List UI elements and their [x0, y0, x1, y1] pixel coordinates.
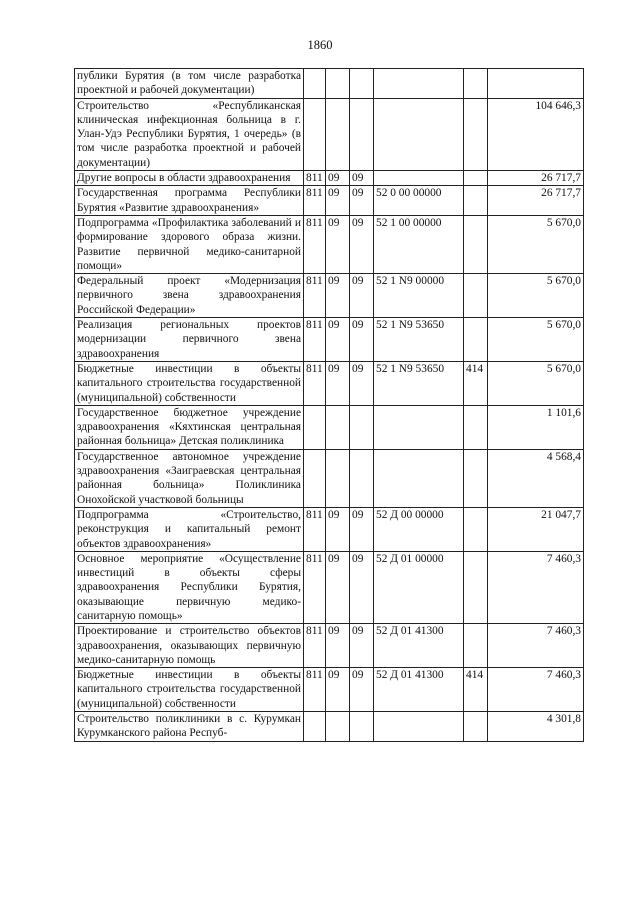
amount-cell: 4 301,8 — [488, 712, 584, 742]
target-article-code-cell — [374, 171, 464, 186]
expense-kind-code-cell — [464, 98, 488, 170]
section-code-cell — [326, 405, 350, 449]
amount-cell: 5 670,0 — [488, 361, 584, 405]
subsection-code-cell — [350, 449, 374, 507]
section-code-cell — [326, 449, 350, 507]
budget-table — [74, 68, 584, 742]
amount-cell: 5 670,0 — [488, 318, 584, 362]
subsection-code-cell: 09 — [350, 274, 374, 318]
subsection-code-cell — [350, 69, 374, 99]
ministry-code-cell: 811 — [304, 274, 326, 318]
target-article-code-cell: 52 0 00 00000 — [374, 186, 464, 216]
table-row — [75, 668, 584, 712]
expense-kind-code-cell — [464, 624, 488, 668]
ministry-code-cell — [304, 712, 326, 742]
ministry-code-cell: 811 — [304, 361, 326, 405]
expense-kind-code-cell — [464, 449, 488, 507]
table-row — [75, 274, 584, 318]
page-number: 1860 — [307, 38, 333, 52]
item-name-cell: публики Бурятия (в том числе разработка проектной и рабочей документации) — [75, 69, 304, 99]
table-row — [75, 551, 584, 623]
ministry-code-cell — [304, 405, 326, 449]
expense-kind-code-cell — [464, 274, 488, 318]
subsection-code-cell: 09 — [350, 171, 374, 186]
item-name-cell: Проектирование и строительство объектов здравоохранения, оказывающих первичную медико-санитарную помощь — [75, 624, 304, 668]
item-name-cell: Строительство поликлиники в с. Курумкан Курумканского района Респуб- — [75, 712, 304, 742]
subsection-code-cell — [350, 98, 374, 170]
ministry-code-cell: 811 — [304, 318, 326, 362]
section-code-cell: 09 — [326, 551, 350, 623]
table-row — [75, 69, 584, 99]
item-name-cell: Другие вопросы в области здравоохранения — [75, 171, 304, 186]
expense-kind-code-cell — [464, 507, 488, 551]
subsection-code-cell: 09 — [350, 318, 374, 362]
expense-kind-code-cell — [464, 318, 488, 362]
table-row — [75, 361, 584, 405]
item-name-cell: Подпрограмма «Профилактика заболеваний и формирование здорового образа жизни. Развитие первичной медико-санитарной помощи» — [75, 215, 304, 273]
budget-table-body — [75, 69, 584, 742]
target-article-code-cell — [374, 98, 464, 170]
item-name-cell: Федеральный проект «Модернизация первичного звена здравоохранения Российской Федерации» — [75, 274, 304, 318]
amount-cell: 1 101,6 — [488, 405, 584, 449]
target-article-code-cell: 52 Д 01 41300 — [374, 668, 464, 712]
table-row — [75, 624, 584, 668]
table-row — [75, 449, 584, 507]
expense-kind-code-cell — [464, 215, 488, 273]
section-code-cell — [326, 69, 350, 99]
subsection-code-cell: 09 — [350, 215, 374, 273]
ministry-code-cell: 811 — [304, 668, 326, 712]
ministry-code-cell: 811 — [304, 171, 326, 186]
amount-cell: 21 047,7 — [488, 507, 584, 551]
subsection-code-cell: 09 — [350, 507, 374, 551]
item-name-cell: Бюджетные инвестиции в объекты капитального строительства государственной (муниципальной) собственности — [75, 668, 304, 712]
item-name-cell: Бюджетные инвестиции в объекты капитального строительства государственной (муниципальной) собственности — [75, 361, 304, 405]
ministry-code-cell: 811 — [304, 624, 326, 668]
amount-cell: 26 717,7 — [488, 171, 584, 186]
ministry-code-cell: 811 — [304, 507, 326, 551]
section-code-cell: 09 — [326, 668, 350, 712]
item-name-cell: Основное мероприятие «Осуществление инвестиций в объекты сферы здравоохранения Республики Бурятия, оказывающие первичную медико-санитарную помощь» — [75, 551, 304, 623]
subsection-code-cell — [350, 405, 374, 449]
section-code-cell — [326, 712, 350, 742]
ministry-code-cell: 811 — [304, 215, 326, 273]
table-row — [75, 186, 584, 216]
amount-cell: 4 568,4 — [488, 449, 584, 507]
section-code-cell: 09 — [326, 318, 350, 362]
subsection-code-cell: 09 — [350, 361, 374, 405]
table-row — [75, 98, 584, 170]
target-article-code-cell: 52 1 N9 53650 — [374, 318, 464, 362]
ministry-code-cell — [304, 98, 326, 170]
table-row — [75, 215, 584, 273]
amount-cell: 26 717,7 — [488, 186, 584, 216]
expense-kind-code-cell — [464, 712, 488, 742]
table-row — [75, 507, 584, 551]
section-code-cell: 09 — [326, 361, 350, 405]
subsection-code-cell: 09 — [350, 668, 374, 712]
amount-cell: 5 670,0 — [488, 274, 584, 318]
item-name-cell: Строительство «Республиканская клиническая инфекционная больница в г. Улан-Удэ Республики Бурятия, 1 очередь» (в том числе разработка проектной и рабочей документации) — [75, 98, 304, 170]
target-article-code-cell: 52 Д 01 00000 — [374, 551, 464, 623]
expense-kind-code-cell — [464, 186, 488, 216]
amount-cell: 7 460,3 — [488, 551, 584, 623]
section-code-cell: 09 — [326, 624, 350, 668]
target-article-code-cell — [374, 712, 464, 742]
expense-kind-code-cell — [464, 405, 488, 449]
item-name-cell: Подпрограмма «Строительство, реконструкция и капитальный ремонт объектов здравоохранения» — [75, 507, 304, 551]
item-name-cell: Государственное автономное учреждение здравоохранения «Заиграевская центральная районная больница» Поликлиника Онохойской участковой больницы — [75, 449, 304, 507]
ministry-code-cell — [304, 69, 326, 99]
ministry-code-cell — [304, 449, 326, 507]
target-article-code-cell — [374, 405, 464, 449]
target-article-code-cell: 52 1 00 00000 — [374, 215, 464, 273]
section-code-cell: 09 — [326, 274, 350, 318]
section-code-cell — [326, 98, 350, 170]
subsection-code-cell: 09 — [350, 551, 374, 623]
target-article-code-cell: 52 1 N9 00000 — [374, 274, 464, 318]
amount-cell: 7 460,3 — [488, 624, 584, 668]
section-code-cell: 09 — [326, 215, 350, 273]
amount-cell: 7 460,3 — [488, 668, 584, 712]
ministry-code-cell: 811 — [304, 186, 326, 216]
amount-cell: 104 646,3 — [488, 98, 584, 170]
target-article-code-cell — [374, 449, 464, 507]
amount-cell: 5 670,0 — [488, 215, 584, 273]
item-name-cell: Государственное бюджетное учреждение здравоохранения «Кяхтинская центральная районная больница» Детская поликлиника — [75, 405, 304, 449]
target-article-code-cell: 52 1 N9 53650 — [374, 361, 464, 405]
amount-cell — [488, 69, 584, 99]
expense-kind-code-cell — [464, 551, 488, 623]
table-row — [75, 712, 584, 742]
subsection-code-cell: 09 — [350, 186, 374, 216]
target-article-code-cell — [374, 69, 464, 99]
ministry-code-cell: 811 — [304, 551, 326, 623]
item-name-cell: Государственная программа Республики Бурятия «Развитие здравоохранения» — [75, 186, 304, 216]
expense-kind-code-cell: 414 — [464, 361, 488, 405]
subsection-code-cell — [350, 712, 374, 742]
table-row — [75, 318, 584, 362]
item-name-cell: Реализация региональных проектов модернизации первичного звена здравоохранения — [75, 318, 304, 362]
section-code-cell: 09 — [326, 186, 350, 216]
table-row — [75, 171, 584, 186]
subsection-code-cell: 09 — [350, 624, 374, 668]
section-code-cell: 09 — [326, 507, 350, 551]
expense-kind-code-cell — [464, 171, 488, 186]
table-row — [75, 405, 584, 449]
expense-kind-code-cell: 414 — [464, 668, 488, 712]
expense-kind-code-cell — [464, 69, 488, 99]
section-code-cell: 09 — [326, 171, 350, 186]
target-article-code-cell: 52 Д 01 41300 — [374, 624, 464, 668]
target-article-code-cell: 52 Д 00 00000 — [374, 507, 464, 551]
